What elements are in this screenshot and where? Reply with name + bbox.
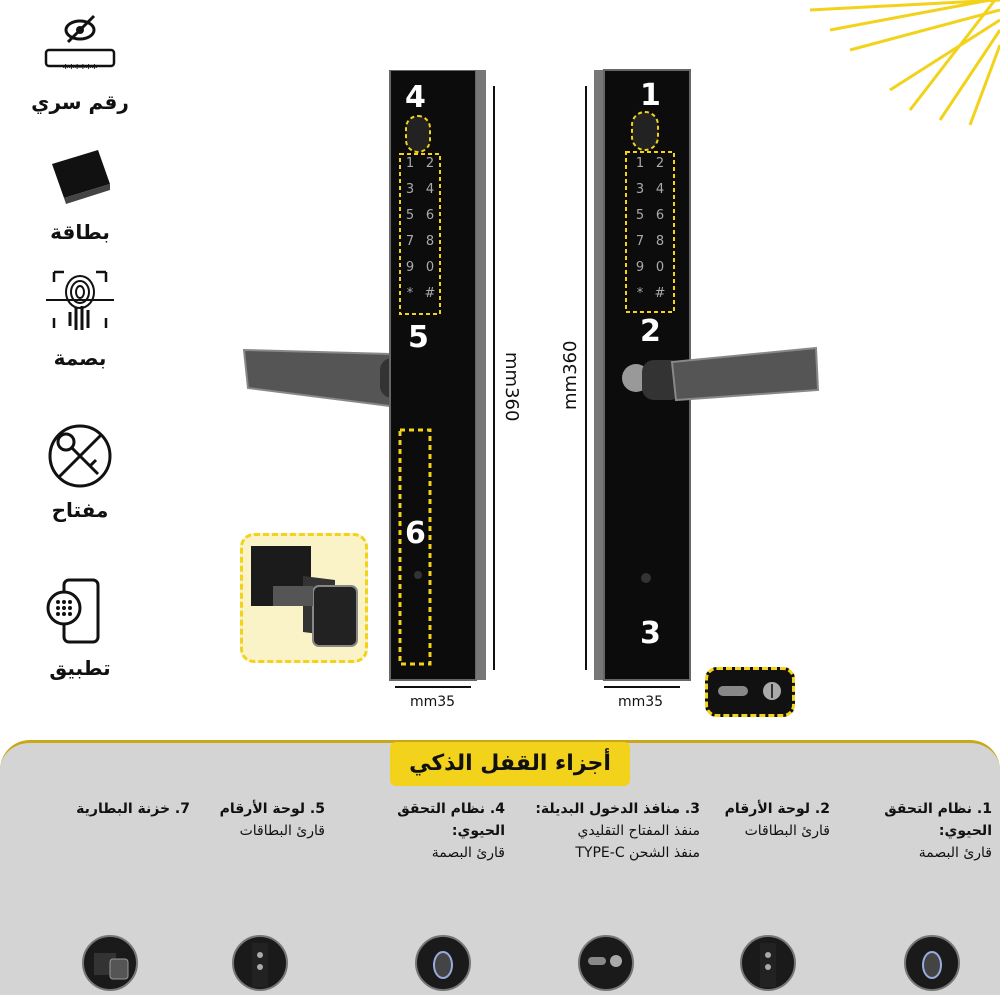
lock-number-3: 3 xyxy=(640,616,661,651)
part-3-line-2: منفذ الشحن TYPE-C xyxy=(575,845,700,861)
part-4 xyxy=(345,798,505,864)
key-1: 1 xyxy=(635,156,645,171)
key-hash: # xyxy=(654,286,666,301)
part-2 xyxy=(700,798,830,842)
key-9: 9 xyxy=(635,260,645,275)
key-0: 0 xyxy=(425,260,435,275)
part-3 xyxy=(520,798,700,864)
width-dimension-right xyxy=(604,682,684,692)
key-5: 5 xyxy=(405,208,415,223)
key-3: 3 xyxy=(405,182,415,197)
lock-number-6: 6 xyxy=(405,516,426,551)
thumb-battery xyxy=(82,935,138,991)
lock-number-1: 1 xyxy=(640,78,661,113)
part-1 xyxy=(862,798,992,864)
part-7 xyxy=(55,798,190,820)
lock-number-4: 4 xyxy=(405,80,426,115)
thumb-fingerprint-front xyxy=(904,935,960,991)
key-1: 1 xyxy=(405,156,415,171)
part-4-title: 4. نظام التحقق الحيوي: xyxy=(397,801,505,839)
part-2-title: 2. لوحة الأرقام xyxy=(724,801,830,817)
feature-card xyxy=(30,142,130,244)
part-5-title: 5. لوحة الأرقام xyxy=(219,801,325,817)
key-0: 0 xyxy=(655,260,665,275)
thumb-keypad-back xyxy=(232,935,288,991)
parts-panel-title: أجزاء القفل الذكي xyxy=(390,742,630,786)
card-icon xyxy=(40,142,120,214)
fingerprint-icon xyxy=(40,268,120,340)
width-label-right: mm35 xyxy=(618,694,664,710)
key-7: 7 xyxy=(405,234,415,249)
height-label-right: mm360 xyxy=(560,340,581,410)
key-8: 8 xyxy=(655,234,665,249)
key-hash: # xyxy=(424,286,436,301)
part-1-line-1: قارئ البصمة xyxy=(918,845,992,861)
key-9: 9 xyxy=(405,260,415,275)
key-icon xyxy=(40,420,120,492)
key-2: 2 xyxy=(655,156,665,171)
keypad-back xyxy=(400,156,440,306)
thumb-keypad-front xyxy=(740,935,796,991)
keypad-front xyxy=(630,156,670,306)
lock-number-2: 2 xyxy=(640,314,661,349)
part-5-line-1: قارئ البطاقات xyxy=(239,823,325,839)
key-star: * xyxy=(636,286,644,301)
key-6: 6 xyxy=(425,208,435,223)
key-8: 8 xyxy=(425,234,435,249)
key-7: 7 xyxy=(635,234,645,249)
part-1-title: 1. نظام التحقق الحيوي: xyxy=(884,801,992,839)
app-icon xyxy=(40,578,120,650)
part-4-line-1: قارئ البصمة xyxy=(431,845,505,861)
key-4: 4 xyxy=(425,182,435,197)
height-label-left: mm360 xyxy=(501,352,522,422)
thumb-fingerprint-back xyxy=(415,935,471,991)
part-3-title: 3. منافذ الدخول البديلة: xyxy=(535,801,700,817)
ports-icon xyxy=(708,670,792,714)
part-2-line-1: قارئ البطاقات xyxy=(744,823,830,839)
key-3: 3 xyxy=(635,182,645,197)
feature-label-app: تطبيق xyxy=(49,656,111,680)
width-label-left: mm35 xyxy=(410,694,456,710)
lock-front-view xyxy=(580,66,820,686)
key-2: 2 xyxy=(425,156,435,171)
feature-key xyxy=(30,420,130,522)
width-dimension-left xyxy=(395,682,475,692)
key-4: 4 xyxy=(655,182,665,197)
password-mask: ****** xyxy=(62,62,98,75)
thumb-ports xyxy=(578,935,634,991)
part-5 xyxy=(195,798,325,842)
battery-compartment-icon xyxy=(243,536,365,660)
feature-label-key: مفتاح xyxy=(51,498,109,522)
part-3-line-1: منفذ المفتاح التقليدي xyxy=(577,823,700,839)
battery-inset xyxy=(240,533,368,663)
feature-label-card: بطاقة xyxy=(50,220,110,244)
feature-label-fingerprint: بصمة xyxy=(53,346,107,370)
part-7-title: 7. خزنة البطارية xyxy=(76,801,190,817)
feature-app xyxy=(30,578,130,680)
corner-rays-decoration xyxy=(790,0,1000,130)
ports-inset xyxy=(705,667,795,717)
feature-label-password: رقم سري xyxy=(31,90,129,114)
key-5: 5 xyxy=(635,208,645,223)
key-6: 6 xyxy=(655,208,665,223)
feature-password xyxy=(30,12,130,114)
lock-number-5: 5 xyxy=(408,320,429,355)
key-star: * xyxy=(406,286,414,301)
feature-fingerprint xyxy=(30,268,130,370)
